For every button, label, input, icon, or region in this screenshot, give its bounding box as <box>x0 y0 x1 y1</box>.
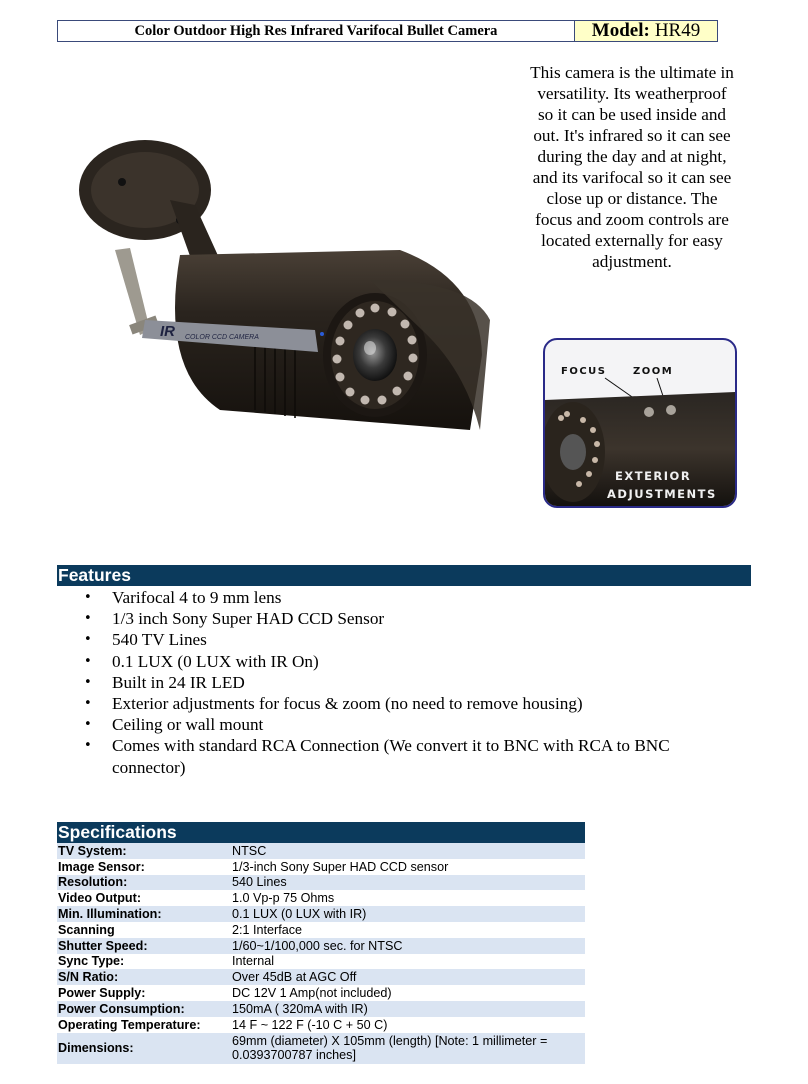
table-row <box>57 1017 585 1033</box>
specifications-table <box>57 843 585 1064</box>
table-row <box>57 1001 585 1017</box>
spec-value: DC 12V 1 Amp(not included) <box>231 985 585 1001</box>
spec-key: Min. Illumination: <box>57 906 231 922</box>
spec-value: 69mm (diameter) X 105mm (length) [Note: 1 millimeter = 0.0393700787 inches] <box>231 1033 585 1064</box>
spec-value: Over 45dB at AGC Off <box>231 969 585 985</box>
spec-key: TV System: <box>57 843 231 859</box>
spec-value: 1/3-inch Sony Super HAD CCD sensor <box>231 859 585 875</box>
spec-value: Internal <box>231 954 585 970</box>
list-item: • Comes with standard RCA Connection (We convert it to BNC with RCA to BNC connector) <box>84 735 744 777</box>
spec-value: 14 F ~ 122 F (-10 C + 50 C) <box>231 1017 585 1033</box>
table-row <box>57 906 585 922</box>
spec-key: Scanning <box>57 922 231 938</box>
zoom-label: ZOOM <box>633 366 674 377</box>
table-row <box>57 922 585 938</box>
spec-value: 540 Lines <box>231 875 585 891</box>
model-box <box>575 21 717 41</box>
spec-key: Image Sensor: <box>57 859 231 875</box>
spec-value: NTSC <box>231 843 585 859</box>
features-list <box>84 587 744 778</box>
inset-caption-line2: ADJUSTMENTS <box>607 487 717 501</box>
list-item: • Built in 24 IR LED <box>84 672 744 693</box>
spec-value: 150mA ( 320mA with IR) <box>231 1001 585 1017</box>
focus-label: FOCUS <box>561 366 607 377</box>
spec-key: S/N Ratio: <box>57 969 231 985</box>
spec-key: Shutter Speed: <box>57 938 231 954</box>
product-title: Color Outdoor High Res Infrared Varifocal Bullet Camera <box>58 21 575 41</box>
spec-key: Resolution: <box>57 875 231 891</box>
title-bar <box>57 20 718 42</box>
spec-key: Power Supply: <box>57 985 231 1001</box>
list-item: • Exterior adjustments for focus & zoom (no need to remove housing) <box>84 693 744 714</box>
spec-value: 1/60~1/100,000 sec. for NTSC <box>231 938 585 954</box>
table-row <box>57 954 585 970</box>
spec-value: 1.0 Vp-p 75 Ohms <box>231 890 585 906</box>
model-label: Model: <box>591 20 650 41</box>
spec-key: Video Output: <box>57 890 231 906</box>
model-value: HR49 <box>654 20 701 41</box>
spec-value: 2:1 Interface <box>231 922 585 938</box>
list-item: • 1/3 inch Sony Super HAD CCD Sensor <box>84 608 744 629</box>
list-item: • Ceiling or wall mount <box>84 714 744 735</box>
table-row <box>57 875 585 891</box>
list-item: • Varifocal 4 to 9 mm lens <box>84 587 744 608</box>
camera-label-text: COLOR CCD CAMERA <box>185 334 259 341</box>
camera-product-image <box>70 130 500 460</box>
spec-key: Dimensions: <box>57 1033 231 1064</box>
camera-label-ir: IR <box>160 323 175 340</box>
table-row <box>57 859 585 875</box>
spec-value: 0.1 LUX (0 LUX with IR) <box>231 906 585 922</box>
specifications-heading: Specifications <box>57 822 585 843</box>
spec-key: Power Consumption: <box>57 1001 231 1017</box>
table-row <box>57 843 585 859</box>
inset-caption-line1: EXTERIOR <box>615 469 692 483</box>
features-heading: Features <box>57 565 751 586</box>
table-row <box>57 890 585 906</box>
table-row <box>57 1033 585 1064</box>
product-description: This camera is the ultimate in versatility. Its weatherproof so it can be used inside and out. It's infrared so it can see during the day and at night, and its varifocal so it can see close up or distance. The focus and zoom controls are located externally for easy adjustment. <box>530 63 734 271</box>
table-row <box>57 985 585 1001</box>
list-item: • 0.1 LUX (0 LUX with IR On) <box>84 651 744 672</box>
list-item: • 540 TV Lines <box>84 629 744 650</box>
table-row <box>57 969 585 985</box>
table-row <box>57 938 585 954</box>
spec-key: Operating Temperature: <box>57 1017 231 1033</box>
exterior-adjustments-image <box>543 338 737 508</box>
spec-key: Sync Type: <box>57 954 231 970</box>
